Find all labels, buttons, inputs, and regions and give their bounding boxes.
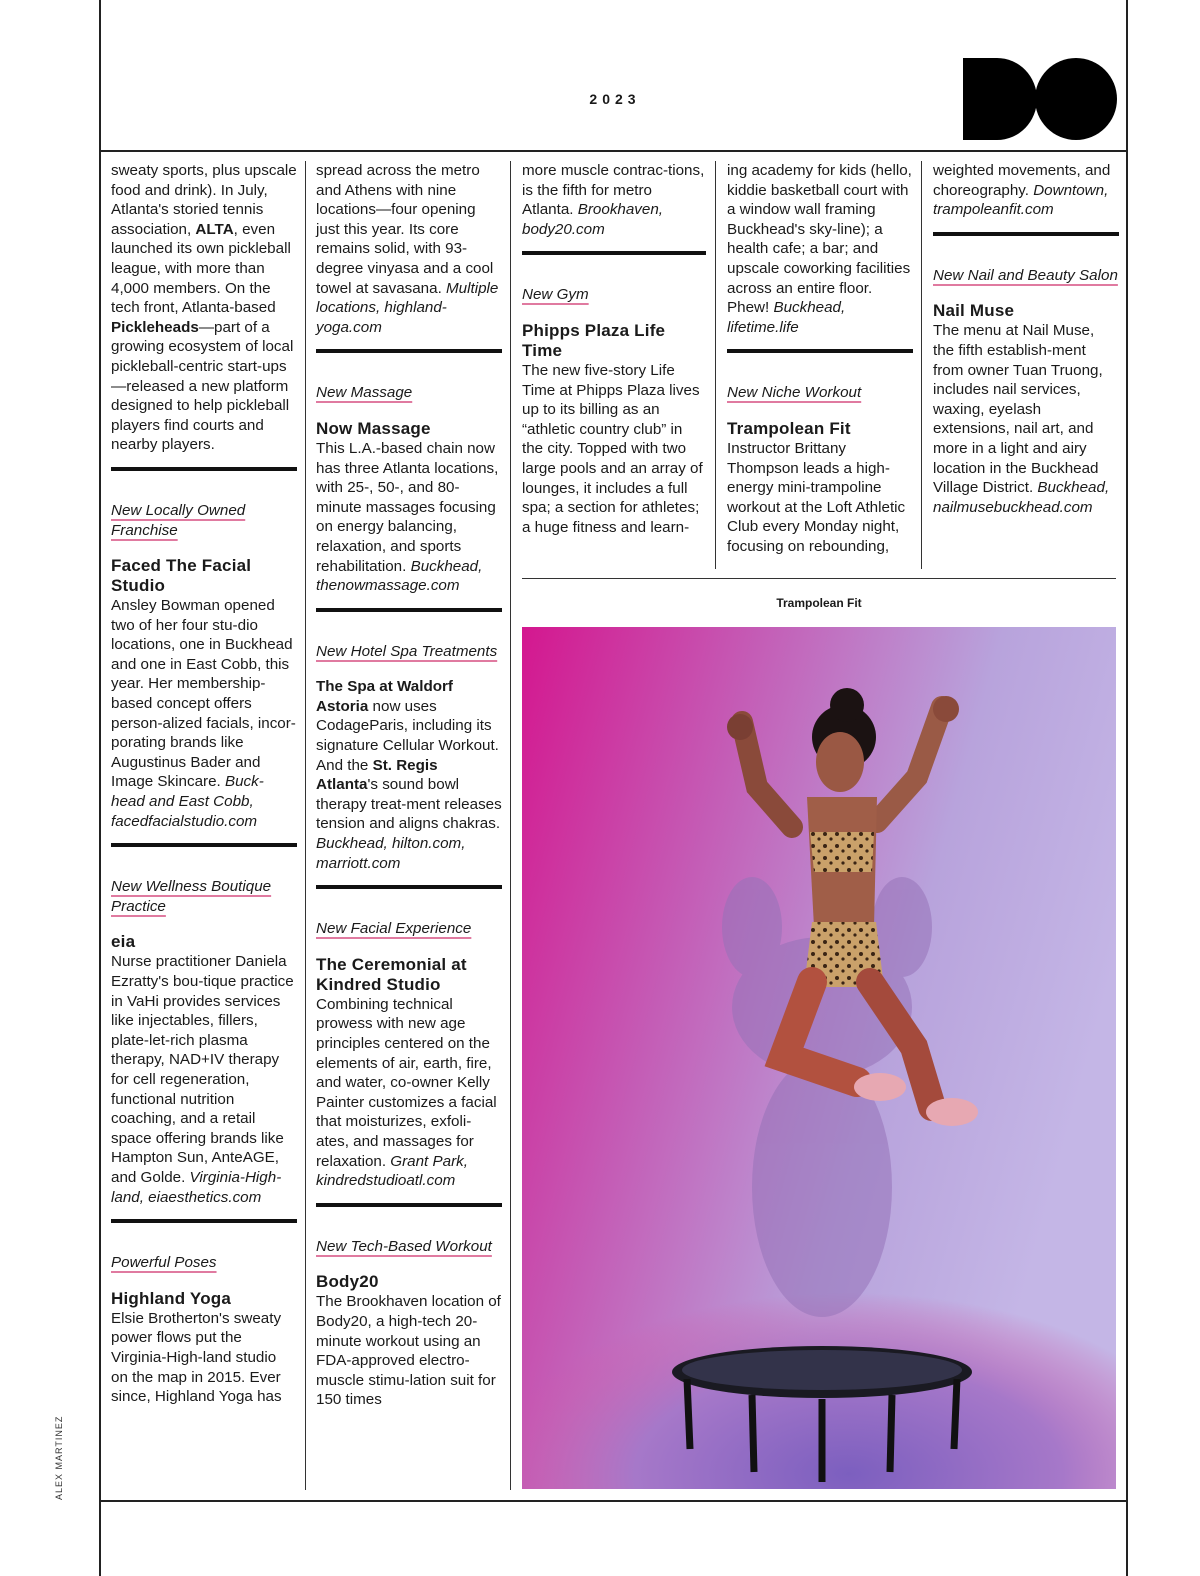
article-column-2 (316, 161, 502, 1410)
entry-heading: Faced The Facial Studio (111, 556, 252, 596)
body-text: spread across the metro and Athens with nine locations—four opening just this year. Its core remains solid, with 93-degree vinyasa and a cool towel at savasana. Multiple locations, highland-yoga.com (316, 162, 499, 336)
footer-rule (99, 1500, 1128, 1502)
section-divider (316, 608, 502, 612)
body-text: The Spa at Waldorf Astoria now uses CodageParis, including its signature Cellular Workout. And the St. Regis Atlanta's sound bowl therapy treat-ment releases tension and aligns chakras. Buckhead, hilton.com, marriott.com (316, 678, 502, 872)
body-text: Ansley Bowman opened two of her four stu-dio locations, one in Buckhead and one in East Cobb, this year. Her membership-based concept offers person-alized facials, incor-porating brands like Augustinus Bader and Image Skincare. Buck-head and East Cobb, facedfacialstudio.com (111, 597, 296, 830)
entry-heading: Highland Yoga (111, 1288, 232, 1308)
entry-heading: eia (111, 932, 136, 952)
section-divider (111, 1219, 297, 1223)
category-label: New Nail and Beauty Salon (933, 266, 1118, 284)
body-text: sweaty sports, plus upscale food and drink). In July, Atlanta's storied tennis association, ALTA, even launched its own pickleball league, with more than 4,000 members. On the tech front, Atlanta-based Pickleheads—part of a growing ecosystem of local pickleball-centric start-ups—released a new platform designed to help pickleball players find courts and nearby players. (111, 162, 297, 454)
category-label: New Locally Owned Franchise (111, 501, 246, 539)
do-logo (963, 58, 1117, 140)
body-text: Combining technical prowess with new age principles centered on the elements of air, earth, fire, and water, co-owner Kelly Painter customizes a facial that moisturizes, exfoli-ates, and massages for relaxation. Grant Park, kindredstudioatl.com (316, 995, 497, 1190)
photo-caption: Trampolean Fit (776, 596, 862, 610)
entry-heading: The Ceremonial at Kindred Studio (316, 954, 467, 994)
category-label: New Massage (316, 384, 413, 402)
body-text: more muscle contrac-tions, is the fifth for metro Atlanta. Brookhaven, body20.com (522, 162, 705, 238)
section-divider (727, 349, 913, 353)
caption-rule (522, 578, 1116, 579)
entry-heading: Nail Muse (933, 301, 1015, 321)
issue-year: 2023 (589, 91, 641, 107)
header-rule (99, 150, 1128, 152)
body-text: Elsie Brotherton's sweaty power flows put the Virginia-High-land studio on the map in 2015. Ever since, Highland Yoga has (111, 1309, 282, 1406)
entry-heading: Phipps Plaza Life Time (522, 320, 666, 360)
column-divider (715, 161, 716, 569)
page-frame-right (1126, 0, 1128, 1576)
section-divider (316, 885, 502, 889)
article-column-4 (727, 161, 913, 557)
category-label: New Niche Workout (727, 384, 862, 402)
body-text: The Brookhaven location of Body20, a high-tech 20-minute workout using an FDA-approved electro-muscle stimu-lation suit for 150 times (316, 1293, 501, 1409)
body-text: This L.A.-based chain now has three Atlanta locations, with 25-, 50-, and 80-minute massages focusing on energy balancing, relaxation, and sports rehabilitation. Buckhead, thenowmassage.com (316, 439, 499, 595)
section-divider (111, 467, 297, 471)
section-divider (933, 232, 1119, 236)
body-text: Nurse practitioner Daniela Ezratty's bou-tique practice in VaHi provides services like injectables, fillers, plate-let-rich plasma therapy, NAD+IV therapy for cell regeneration, functional nutrition coaching, and a retail space offering brands like Hampton Sun, AnteAGE, and Golde. Virginia-High-land, eiaesthetics.com (111, 953, 294, 1206)
category-label: New Tech-Based Workout (316, 1237, 492, 1255)
article-column-5 (933, 161, 1119, 517)
section-divider (316, 1203, 502, 1207)
photo-credit: ALEX MARTINEZ (54, 1415, 64, 1500)
category-label: New Wellness Boutique Practice (111, 878, 272, 915)
category-label: New Gym (522, 286, 589, 304)
trampoline-jump-photo (522, 627, 1116, 1489)
body-text: ing academy for kids (hello, kiddie basketball court with a window wall framing Buckhead's sky-line); a health cafe; a bar; and upscale coworking facilities across an entire floor. Phew! Buckhead, lifetime.life (727, 162, 912, 336)
column-divider (510, 161, 511, 1490)
category-label: New Facial Experience (316, 920, 472, 938)
category-label: Powerful Poses (111, 1254, 217, 1272)
entry-heading: Trampolean Fit (727, 418, 851, 438)
body-text: Instructor Brittany Thompson leads a high-energy mini-trampoline workout at the Loft Athletic Club every Monday night, focusing on rebounding, (727, 439, 906, 555)
page-frame-left (99, 0, 101, 1576)
column-divider (305, 161, 306, 1490)
category-label: New Hotel Spa Treatments (316, 642, 498, 660)
section-divider (316, 349, 502, 353)
body-text: weighted movements, and choreography. Downtown, trampoleanfit.com (933, 162, 1111, 219)
article-column-3 (522, 161, 706, 537)
column-divider (921, 161, 922, 569)
article-column-1 (111, 161, 297, 1407)
entry-heading: Body20 (316, 1272, 379, 1292)
body-text: The menu at Nail Muse, the fifth establish-ment from owner Tuan Truong, includes nail services, waxing, eyelash extensions, nail art, and more in a light and airy location in the Buckhead Village District. Buckhead, nailmusebuckhead.com (933, 322, 1110, 516)
entry-heading: Now Massage (316, 418, 431, 438)
section-divider (522, 251, 706, 255)
body-text: The new five-story Life Time at Phipps Plaza lives up to its billing as an “athletic country club” in the city. Topped with two large pools and an array of lounges, it includes a full spa; a section for athletes; a huge fitness and learn- (522, 361, 703, 536)
section-divider (111, 843, 297, 847)
